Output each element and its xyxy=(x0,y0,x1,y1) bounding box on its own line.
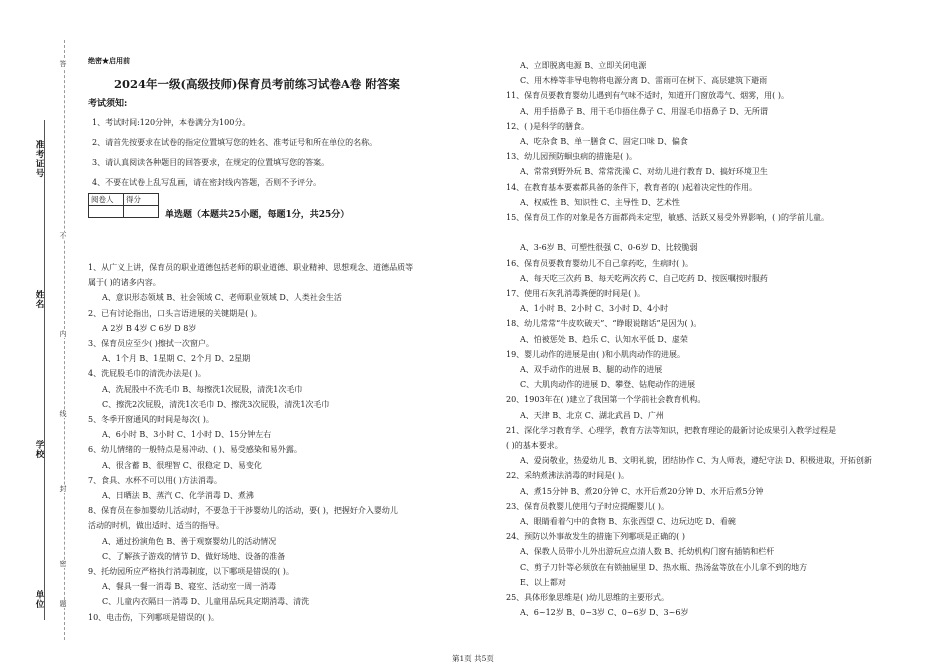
grader-label: 阅卷人 xyxy=(89,194,124,206)
answer-options: A、洗屁股中不洗毛巾 B、每擦洗1次屁股，清洗1次毛巾 xyxy=(102,384,303,394)
question-line: 1、从广义上讲，保育员的职业道德包括老师的职业道德、职业精神、思想观念、道德品质等 xyxy=(88,263,414,272)
grader-cell xyxy=(89,206,124,218)
answer-options: A、1个月 B、1星期 C、2个月 D、2星期 xyxy=(102,354,251,364)
question-line: ( )的基本要求。 xyxy=(506,441,563,450)
answer-options: A、1小时 B、2小时 C、3小时 D、4小时 xyxy=(520,304,669,314)
seal-char: 密 xyxy=(59,560,67,568)
question-line: 24、预防以外事故发生的措施下列哪项是正确的( ) xyxy=(506,532,685,542)
seal-line xyxy=(64,40,65,640)
answer-options: A、吃杂食 B、单一膳食 C、固定口味 D、偏食 xyxy=(520,137,688,146)
answer-options: A、餐具一餐一消毒 B、寝室、活动室一周一消毒 xyxy=(102,582,277,592)
seal-char: 答 xyxy=(59,60,67,68)
answer-options: A、双手动作的进展 B、腿的动作的进展 xyxy=(520,365,663,374)
answer-options: A 2岁 B 4岁 C 6岁 D 8岁 xyxy=(102,323,197,333)
answer-options: A、用手捂鼻子 B、用干毛巾捂住鼻子 C、用湿毛巾捂鼻子 D、无所谓 xyxy=(520,106,768,116)
question-line: 4、洗屁股毛巾的清洗办法是( )。 xyxy=(88,369,206,379)
seal-char: 内 xyxy=(59,330,67,338)
score-label: 得分 xyxy=(124,194,159,206)
answer-options: C、了解孩子游戏的情节 D、做好场地、设备的准备 xyxy=(102,551,286,561)
answer-options: A、煮15分钟 B、煮20分钟 C、水开后煮20分钟 D、水开后煮5分钟 xyxy=(520,486,764,496)
question-line: 5、冬季开窗通风的时间是每次( )。 xyxy=(88,415,214,424)
question-line: 25、具体形象思维是( )幼儿思维的主要形式。 xyxy=(506,593,669,602)
question-line: 22、采纳煮沸法消毒的时间是( )。 xyxy=(506,471,629,481)
question-line: 23、保育员教婴儿使用勺子时应提醒婴儿( )。 xyxy=(506,501,669,511)
seal-char: 封 xyxy=(59,485,67,493)
question-line: 16、保育员要教育婴幼儿不自己拿药吃，生病时( )。 xyxy=(506,258,693,268)
secret-mark: 绝密★启用前 xyxy=(88,56,130,65)
answer-options: C、用木棒等非导电物将电源分离 D、雷雨可在树下、高层建筑下避雨 xyxy=(520,76,768,86)
question-line: 8、保育员在参加婴幼儿活动时，不要急于干涉婴幼儿的活动，要( )，把握好介入婴幼儿 xyxy=(88,506,398,516)
answer-options: A、很含蓄 B、很理智 C、很稳定 D、易变化 xyxy=(102,460,262,470)
seal-char: 线 xyxy=(59,410,67,418)
answer-options: C、剪子刀针等必须放在有锁抽屉里 D、热水瓶、热汤盆等放在小儿拿不到的地方 xyxy=(520,562,808,572)
question-line: 20、1903年在( )建立了我国第一个学前社会教育机构。 xyxy=(506,395,706,405)
margin-label-school: 学校 xyxy=(34,440,44,459)
question-line: 11、保育员要教育婴幼儿遇到有气味不适时，知道开门窗放毒气、烟雾，用( )。 xyxy=(506,91,789,101)
margin-label-unit: 单位 xyxy=(34,590,44,609)
section-title: 单选题（本题共25小题，每题1分，共25分） xyxy=(165,210,350,220)
notice-item: 4、不要在试卷上乱写乱画，请在密封线内答题，否则不予评分。 xyxy=(92,178,322,187)
answer-options: C、大肌肉动作的进展 D、攀登、钻爬动作的进展 xyxy=(520,380,696,390)
question-line: 活动的时机，做出适时、适当的指导。 xyxy=(88,521,224,531)
answer-options: A、权威性 B、知识性 C、主导性 D、艺术性 xyxy=(520,197,680,207)
notice-item: 3、请认真阅读各种题目的回答要求，在规定的位置填写您的答案。 xyxy=(92,158,330,167)
notice-item: 1、考试时间:120分钟，本卷满分为100分。 xyxy=(92,118,251,127)
answer-options: A、眼睛看着勺中的食物 B、东张西望 C、边玩边吃 D、看碗 xyxy=(520,517,736,526)
answer-options: A、爱岗敬业，热爱幼儿 B、文明礼貌，团结协作 C、为人师表，遵纪守法 D、积极进取，开拓创新 xyxy=(520,456,872,466)
answer-options: C、擦洗2次屁股，清洗1次毛巾 D、擦洗3次屁股，清洗1次毛巾 xyxy=(102,399,330,409)
answer-options: A、日晒法 B、蒸汽 C、化学消毒 D、煮沸 xyxy=(102,491,254,500)
question-line: 12、( )是科学的膳食。 xyxy=(506,121,589,131)
question-line: 21、深化学习教育学、心理学，教育方法等知识，把教育理论的最新讨论成果引入教学过程是 xyxy=(506,425,837,435)
question-line: 9、托幼园所应严格执行消毒制度，以下哪项是错误的( )。 xyxy=(88,567,294,576)
margin-underline xyxy=(44,120,46,620)
question-line: 2、已有讨论指出，口头言语进展的关键期是( )。 xyxy=(88,308,262,318)
answer-options: A、3-6岁 B、可塑性很强 C、0-6岁 D、比较脆弱 xyxy=(520,243,698,253)
seal-char: 题 xyxy=(59,600,67,608)
answer-options: A、怕被惩处 B、趋乐 C、认知水平低 D、虚荣 xyxy=(520,334,688,344)
answer-options: C、儿童内衣隔日一消毒 D、儿童用品玩具定期消毒、清洗 xyxy=(102,597,310,607)
question-line: 18、幼儿常常“牛皮吹破天”、“睁眼说瞎话”是因为( )。 xyxy=(506,319,702,329)
answer-options: A、通过扮演角色 B、善于观察婴幼儿的活动情况 xyxy=(102,536,277,546)
question-line: 19、婴儿动作的进展是由( )和小肌肉动作的进展。 xyxy=(506,349,685,359)
question-line: 6、幼儿情绪的一般特点是易冲动、( )、易受感染和易外露。 xyxy=(88,445,302,455)
answer-options: A、常常到野外玩 B、常常洗澡 C、对幼儿进行教育 D、搞好环境卫生 xyxy=(520,167,768,177)
answer-options: A、每天吃三次药 B、每天吃两次药 C、自己吃药 D、按医嘱按时服药 xyxy=(520,273,768,283)
answer-options: E、以上都对 xyxy=(520,577,566,587)
question-line: 7、食具、水杯不可以用( )方法消毒。 xyxy=(88,475,222,485)
question-line: 13、幼儿园预防蛔虫病的措施是( )。 xyxy=(506,152,637,162)
question-line: 3、保育员应至少( )擦拭一次窗户。 xyxy=(88,339,214,348)
margin-label-ticket: 准考证号 xyxy=(34,140,44,178)
question-line: 15、保育员工作的对象是各方面都尚未定型，敏感、活跃又易受外界影响，( )的学前儿童。 xyxy=(506,213,829,222)
question-line: 10、电击伤，下列哪项是错误的( )。 xyxy=(88,612,219,622)
answer-options: A、保教人员带小儿外出游玩应点清人数 B、托幼机构门窗有插销和栏杆 xyxy=(520,547,775,557)
margin-label-name: 姓名 xyxy=(34,290,44,309)
question-line: 属于( )的诸多内容。 xyxy=(88,278,161,288)
answer-options: A、立即脱离电源 B、立即关闭电源 xyxy=(520,61,647,70)
page-title: 2024年一级(高级技师)保育员考前练习试卷A卷 附答案 xyxy=(114,77,400,91)
score-cell xyxy=(124,206,159,218)
page-number: 第1页 共5页 xyxy=(452,654,494,663)
answer-options: A、6~12岁 B、0~3岁 C、0~6岁 D、3~6岁 xyxy=(520,608,689,618)
notice-heading: 考试须知: xyxy=(88,99,128,109)
answer-options: A、天津 B、北京 C、湖北武昌 D、广州 xyxy=(520,410,664,420)
notice-item: 2、请首先按要求在试卷的指定位置填写您的姓名、准考证号和所在单位的名称。 xyxy=(92,138,378,147)
score-table xyxy=(88,193,159,218)
answer-options: A、6小时 B、3小时 C、1小时 D、15分钟左右 xyxy=(102,430,272,440)
seal-char: 不 xyxy=(59,232,67,240)
question-line: 17、使用石灰乳消毒粪便的时间是( )。 xyxy=(506,289,645,298)
question-line: 14、在教育基本要素都具备的条件下，教育者的( )起着决定性的作用。 xyxy=(506,182,757,192)
answer-options: A、意识形态领域 B、社会领域 C、老师职业领域 D、人类社会生活 xyxy=(102,293,342,303)
